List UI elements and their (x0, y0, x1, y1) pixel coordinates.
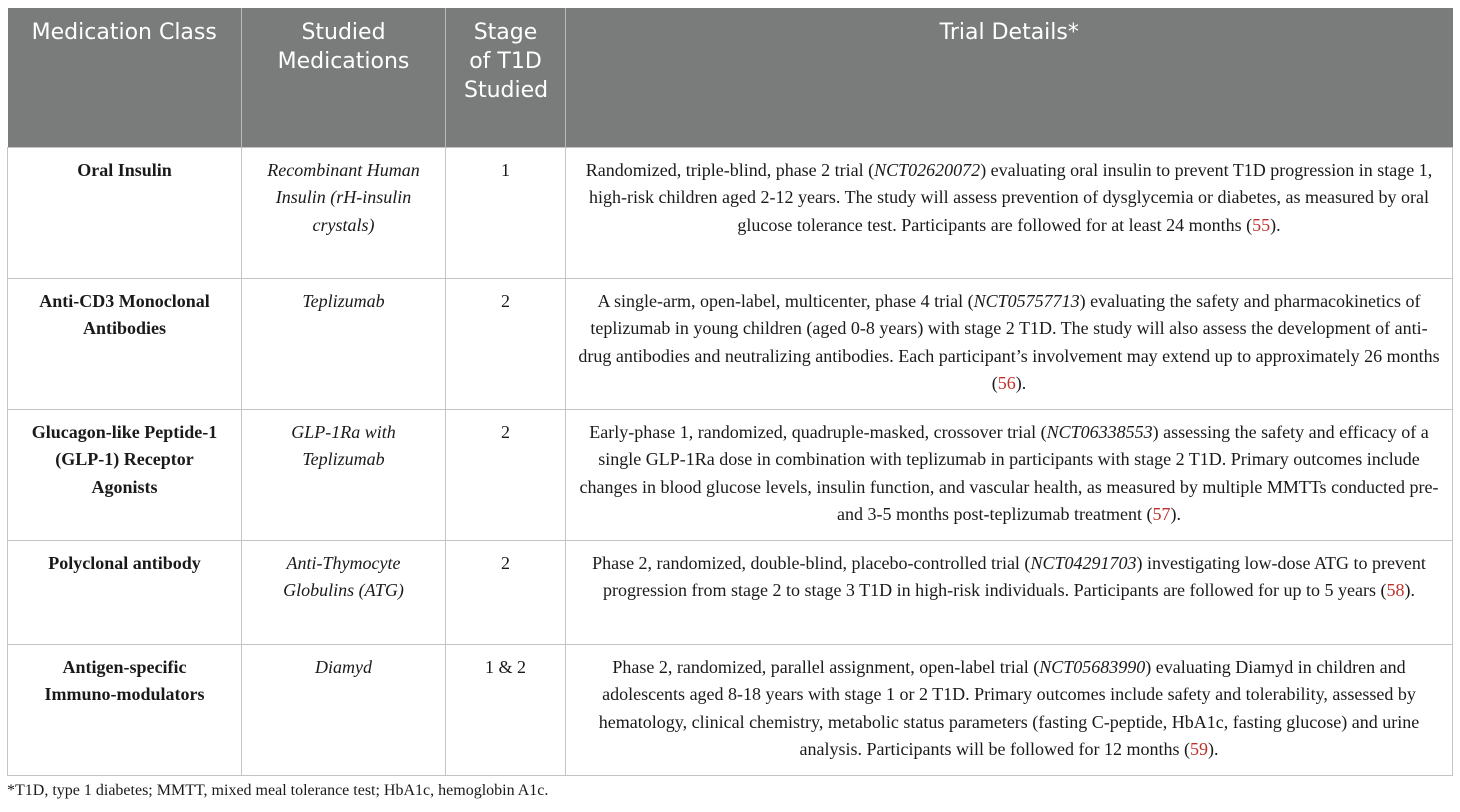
studied-medication-cell: Recombinant Human Insulin (rH-insulin crystals) (242, 147, 446, 278)
stage-cell: 2 (446, 409, 566, 540)
reference-link[interactable]: 56 (997, 373, 1016, 393)
details-text: Randomized, triple-blind, phase 2 trial ( (585, 159, 875, 180)
trial-details-cell (566, 540, 1453, 644)
medication-class-cell: Glucagon-like Peptide-1 (GLP-1) Receptor Agonists (8, 409, 242, 540)
details-text: ). (1404, 580, 1415, 600)
details-text: ) evaluating Diamyd in children and adolescents aged 8-18 years with stage 1 or 2 T1D. Primary outcomes include safety and tolerability, assessed by hematology, clinical chemistry, metabolic status parameters (fasting C-peptide, HbA1c, fasting glucose) and urine analysis. Participants will be followed for 12 months ( (598, 656, 1420, 759)
details-text: ). (1170, 504, 1181, 524)
studied-medication-cell: Anti-Thymocyte Globulins (ATG) (242, 540, 446, 644)
details-text: ) evaluating oral insulin to prevent T1D progression in stage 1, high-risk children aged 2-12 years. The study will assess prevention of dysglycemia or diabetes, as measured by oral glucose tolerance test. Participants are followed for at least 24 months ( (589, 159, 1433, 235)
stage-cell: 1 (446, 147, 566, 278)
table-row (8, 147, 1453, 278)
details-text: ) investigating low-dose ATG to prevent progression from stage 2 to stage 3 T1D in high-risk individuals. Participants are followed for up to 5 years ( (602, 552, 1426, 600)
stage-cell: 2 (446, 540, 566, 644)
header-studied-medications: Studied Medications (242, 8, 446, 147)
trial-details-cell (566, 644, 1453, 775)
trial-details-cell (566, 147, 1453, 278)
reference-link[interactable]: 57 (1152, 504, 1171, 524)
details-text: ). (1207, 739, 1219, 759)
stage-cell: 1 & 2 (446, 644, 566, 775)
header-stage: Stage of T1D Studied (446, 8, 566, 147)
table-row (8, 644, 1453, 775)
medication-class-cell: Anti-CD3 Monoclonal Antibodies (8, 278, 242, 409)
details-text: Phase 2, randomized, double-blind, placebo-controlled trial ( (592, 552, 1031, 573)
reference-link[interactable]: 59 (1189, 739, 1208, 759)
studied-medication-cell: Diamyd (242, 644, 446, 775)
details-text: ). (1270, 214, 1281, 235)
table-header (8, 8, 1453, 147)
nct-id: NCT02620072 (874, 159, 981, 180)
medication-class-cell: Antigen-specific Immuno-modulators (8, 644, 242, 775)
details-text: Phase 2, randomized, parallel assignment, open-label trial ( (612, 656, 1040, 677)
details-text: ) evaluating the safety and pharmacokinetics of teplizumab in young children (aged 0-8 years) with stage 2 T1D. The study will also assess the development of anti-drug antibodies and neutralizing antibodies. Each participant’s involvement may extend up to approximately 26 months ( (578, 290, 1440, 393)
table-footnote: *T1D, type 1 diabetes; MMTT, mixed meal tolerance test; HbA1c, hemoglobin A1c. (7, 782, 549, 799)
reference-link[interactable]: 58 (1386, 580, 1405, 600)
trial-details-cell (566, 409, 1453, 540)
header-trial-details: Trial Details* (566, 8, 1453, 147)
studied-medication-cell: Teplizumab (242, 278, 446, 409)
studied-medication-cell: GLP-1Ra with Teplizumab (242, 409, 446, 540)
nct-id: NCT04291703 (1030, 552, 1137, 573)
nct-id: NCT05683990 (1039, 656, 1146, 677)
details-text: ). (1015, 373, 1027, 393)
reference-link[interactable]: 55 (1252, 214, 1271, 235)
medication-class-cell: Polyclonal antibody (8, 540, 242, 644)
nct-id: NCT06338553 (1046, 421, 1153, 442)
table-row (8, 409, 1453, 540)
details-text: ) assessing the safety and efficacy of a single GLP-1Ra dose in combination with teplizumab in participants with stage 2 T1D. Primary outcomes include changes in blood glucose levels, insulin function, and vascular health, as measured by multiple MMTTs conducted pre- and 3-5 months post-teplizumab treatment ( (579, 421, 1439, 524)
nct-id: NCT05757713 (973, 290, 1080, 311)
details-text: A single-arm, open-label, multicenter, phase 4 trial ( (597, 290, 974, 311)
header-medication-class: Medication Class (8, 8, 242, 147)
medication-class-cell: Oral Insulin (8, 147, 242, 278)
table-row (8, 278, 1453, 409)
table-row (8, 540, 1453, 644)
stage-cell: 2 (446, 278, 566, 409)
trial-details-cell (566, 278, 1453, 409)
trials-table (7, 8, 1453, 776)
details-text: Early-phase 1, randomized, quadruple-masked, crossover trial ( (589, 421, 1047, 442)
